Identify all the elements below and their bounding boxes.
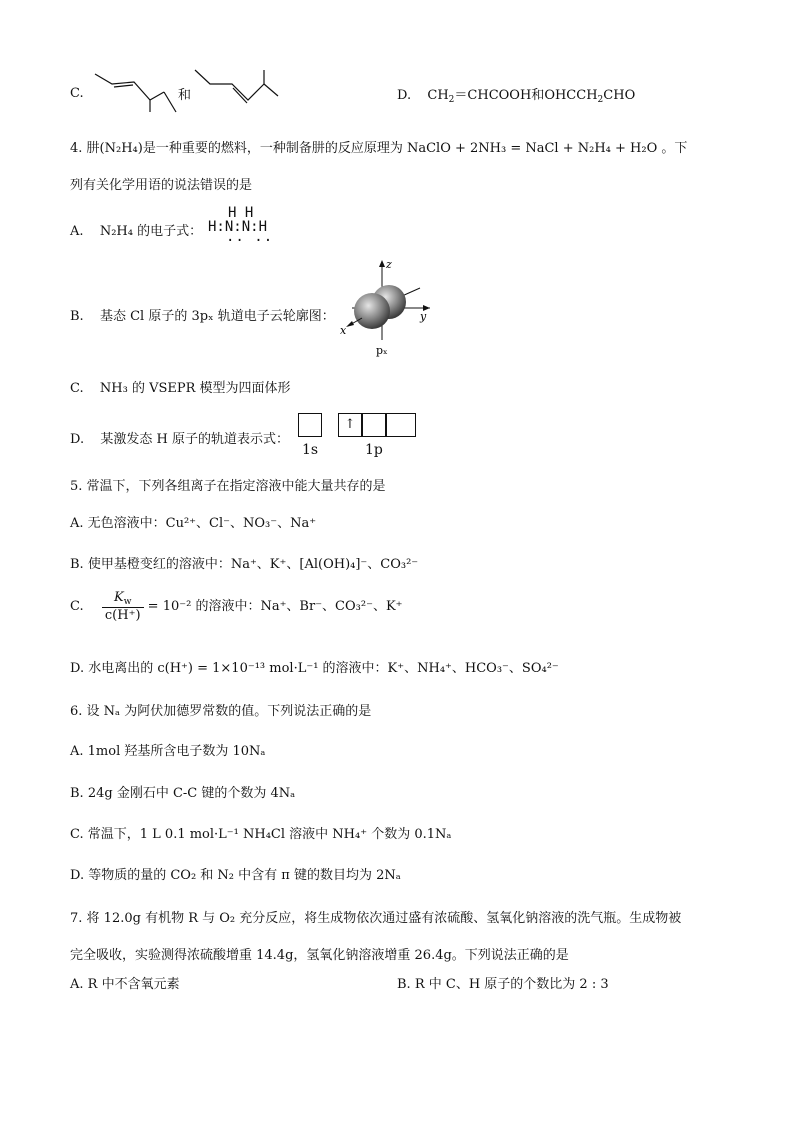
q3-option-c-label: C.: [70, 86, 84, 101]
orbital-box-1p-3: [386, 413, 416, 437]
q5-option-a: A. 无色溶液中：Cu²⁺、Cl⁻、NO₃⁻、Na⁺: [70, 516, 317, 531]
lone-pair-dots: ·· ··: [226, 233, 274, 249]
q3-c-and: 和: [178, 88, 192, 103]
axis-y-label: y: [420, 310, 427, 323]
q3-c-structure-1: [92, 66, 182, 116]
orbital-label-1p: 1p: [365, 442, 383, 458]
q4-stem-line-2: 列有关化学用语的说法错误的是: [70, 178, 253, 193]
q5-stem: 5. 常温下，下列各组离子在指定溶液中能大量共存的是: [70, 479, 386, 494]
q7-option-a: A. R 中不含氧元素: [70, 977, 180, 992]
q6-option-c: C. 常温下，1 L 0.1 mol·L⁻¹ NH₄Cl 溶液中 NH₄⁺ 个数为 0.1Nₐ: [70, 827, 452, 842]
kw-fraction: $\frac{K_w}{c(H^+)}$: [102, 590, 144, 623]
q4-stem-line-1: 4. 肼(N₂H₄)是一种重要的燃料，一种制备肼的反应原理为 NaClO + 2NH₃ = NaCl + N₂H₄ + H₂O 。下: [70, 141, 688, 156]
q6-option-b: B. 24g 金刚石中 C-C 键的个数为 4Nₐ: [70, 786, 296, 801]
orbital-caption: pₓ: [376, 344, 388, 357]
q6-stem: 6. 设 Nₐ 为阿伏加德罗常数的值。下列说法正确的是: [70, 704, 372, 719]
orbital-box-1s: [298, 413, 322, 437]
q5-option-d: D. 水电离出的 c(H⁺) = 1×10⁻¹³ mol·L⁻¹ 的溶液中：K⁺、NH₄⁺、HCO₃⁻、SO₄²⁻: [70, 661, 559, 676]
q5-option-b: B. 使甲基橙变红的溶液中：Na⁺、K⁺、[Al(OH)₄]⁻、CO₃²⁻: [70, 557, 419, 572]
q4-option-c: C. NH₃ 的 VSEPR 模型为四面体形: [70, 381, 291, 396]
orbital-label-1s: 1s: [302, 442, 319, 458]
q4-p-orbital-diagram: [332, 258, 432, 358]
orbital-box-1p-1: ↑: [338, 413, 362, 437]
q3-c-structure-2: [192, 66, 282, 116]
q6-option-a: A. 1mol 羟基所含电子数为 10Nₐ: [70, 744, 266, 759]
q7-stem-line-1: 7. 将 12.0g 有机物 R 与 O₂ 充分反应，将生成物依次通过盛有浓硫酸、氢氧化钠溶液的洗气瓶。生成物被: [70, 911, 682, 926]
q4-option-b: B. 基态 Cl 原子的 3pₓ 轨道电子云轮廓图：: [70, 309, 335, 324]
q7-stem-line-2: 完全吸收，实验测得浓硫酸增重 14.4g，氢氧化钠溶液增重 26.4g。下列说法正确的是: [70, 948, 569, 963]
orbital-box-1p-2: [362, 413, 386, 437]
q5-option-c: C. $\frac{K_w}{c(H^+)}$ = 10⁻² 的溶液中：Na⁺、Br⁻、CO₃²⁻、K⁺: [70, 590, 403, 623]
q6-option-d: D. 等物质的量的 CO₂ 和 N₂ 中含有 π 键的数目均为 2Nₐ: [70, 868, 401, 883]
q4-option-a: A. N₂H₄ 的电子式：: [70, 224, 203, 239]
axis-z-label: z: [386, 258, 392, 271]
q4-option-d: D. 某激发态 H 原子的轨道表示式：: [70, 432, 289, 447]
q3-d-label: D.: [397, 88, 412, 103]
axis-x-label: x: [340, 324, 347, 337]
q3-d-formula-1: CH: [427, 88, 449, 103]
q7-option-b: B. R 中 C、H 原子的个数比为 2 : 3: [397, 977, 609, 992]
q3-option-d: D. $CH_2=CHCOOH$和$OHCCH_2CHO$: [397, 88, 636, 105]
q4-electron-formula: H H H:N:N:H ·· ··: [208, 205, 274, 249]
